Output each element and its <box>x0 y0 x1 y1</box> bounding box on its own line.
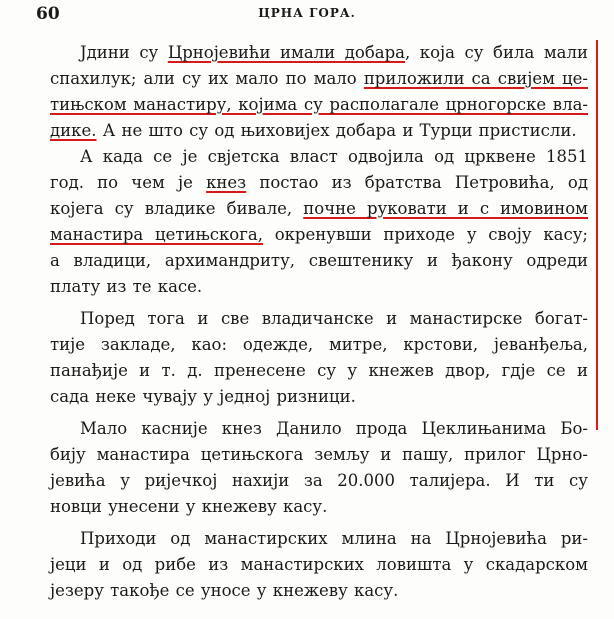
text-line: спахилук; али су их мало по мало приложили са свијем це- <box>50 69 589 88</box>
text-line: Приходи од манастирских млина на Црнојевића ри- <box>80 529 588 548</box>
text-line: новци унесени у кнежеву касу. <box>50 497 328 516</box>
text-line: тије закладе, као: одежде, митре, крстови, јеванђеља, <box>50 335 588 354</box>
margin-annotation-line <box>596 40 598 430</box>
text-line: Поред тога и све владичанске и манастирске богат- <box>80 309 588 328</box>
text-line: јеци и од рибе из манастирских ловишта у скадарском <box>50 555 588 574</box>
text-line: језеру такође се уносе у кнежеву касу. <box>50 581 399 600</box>
text-line: Јдини су Црнојевићи имали добара, која су била мали <box>80 43 588 62</box>
text-line: панађије и т. д. пренесене су у кнежев двор, гдје се и <box>50 361 588 380</box>
text-line: сада неке чувају у једној ризници. <box>50 387 356 406</box>
page-header <box>0 4 614 28</box>
running-title: ЦРНА ГОРА. <box>258 6 356 20</box>
text-line: Мало касније кнез Данило прода Цеклињанима Бо- <box>80 419 588 438</box>
text-line: тињском манастиру, којима су располагале црногорске вла- <box>50 95 588 114</box>
page-number: 60 <box>36 4 60 24</box>
text-line: бију манастира цетињскога земљу и пашу, прилог Црно- <box>50 445 588 464</box>
text-line: а владици, архимандриту, свештенику и ђакону одреди <box>50 251 588 270</box>
text-line: којега су владике бивале, почне руковати и с имовином <box>50 199 588 218</box>
text-line: јевића у ријечкој нахији за 20.000 талијера. И ти су <box>50 471 588 490</box>
text-line: дике. А не што су од њиховијех добара и Турци пристисли. <box>50 121 577 140</box>
text-line: год. по чем је кнез постао из братства Петровића, од <box>50 173 588 192</box>
text-line: манастира цетињскога, окренувши приходе у своју касу; <box>50 225 588 244</box>
text-line: А када се је свјетска власт одвојила од црквене 1851 <box>80 147 588 166</box>
body-text <box>50 40 588 604</box>
text-line: плату из те касе. <box>50 277 203 296</box>
